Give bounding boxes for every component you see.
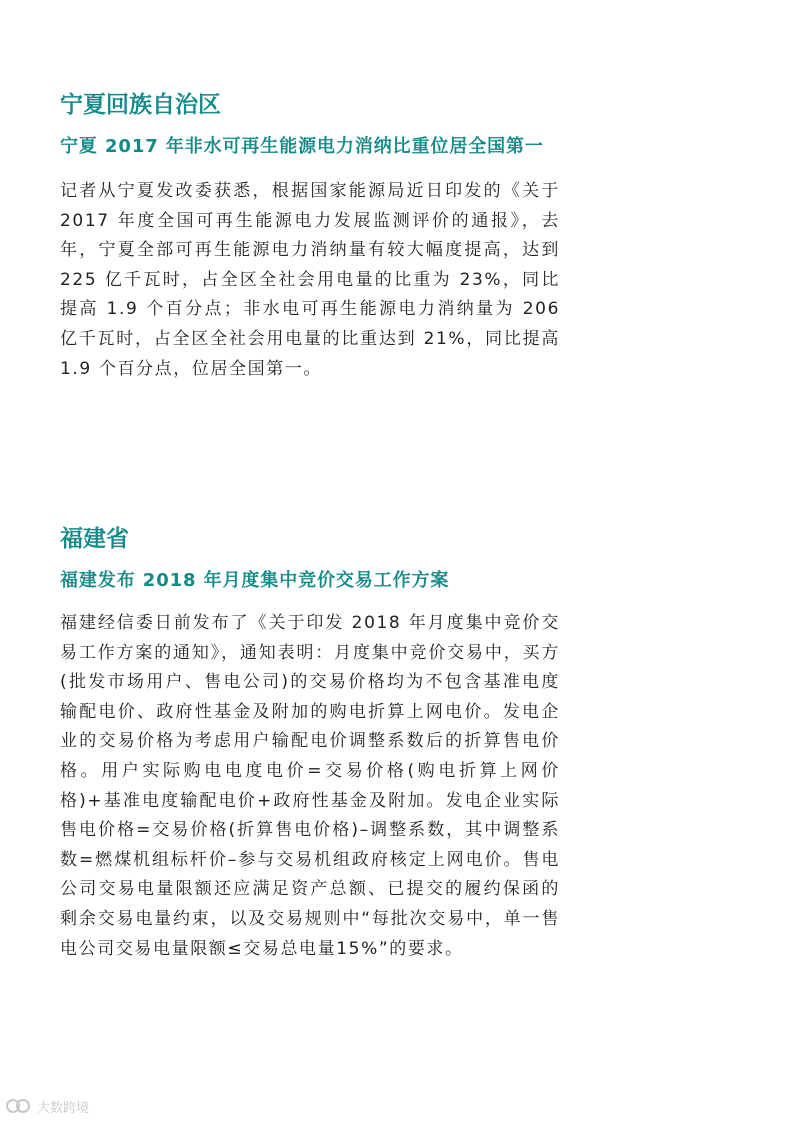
logo-icon	[6, 1097, 34, 1115]
watermark	[6, 1095, 89, 1117]
watermark-text: 大数跨境	[37, 1100, 90, 1116]
article-title: 宁夏 2017 年非水可再生能源电力消纳比重位居全国第一	[60, 136, 544, 157]
section-fujian	[60, 524, 560, 964]
article-body: 记者从宁夏发改委获悉，根据国家能源局近日印发的《关于 2017 年度全国可再生能源电力发展监测评价的通报》，去年，宁夏全部可再生能源电力消纳量有较大幅度提高，达到 225 亿千瓦时，占全区全社会用电量的比重为 23%，同比提高 1.9 个百分点；非水电可再生能源电力消纳量为 206 亿千瓦时，占全区全社会用电量的比重达到 21%，同比提高 1.9 个百分点，位居全国第一。	[60, 181, 560, 379]
section-ningxia	[60, 90, 560, 384]
region-title: 宁夏回族自治区	[60, 92, 221, 118]
article-body: 福建经信委日前发布了《关于印发 2018 年月度集中竞价交易工作方案的通知》，通知表明：月度集中竞价交易中，买方(批发市场用户、售电公司)的交易价格均为不包含基准电度输配电价、政府性基金及附加的购电折算上网电价。发电企业的交易价格为考虑用户输配电价调整系数后的折算售电价格。用户实际购电电度电价=交易价格(购电折算上网价格)+基准电度输配电价+政府性基金及附加。发电企业实际售电价格=交易价格(折算售电价格)–调整系数，其中调整系数=燃煤机组标杆价–参与交易机组政府核定上网电价。售电公司交易电量限额还应满足资产总额、已提交的履约保函的剩余交易电量约束，以及交易规则中“每批次交易中，单一售电公司交易电量限额≤交易总电量15%”的要求。	[60, 613, 560, 959]
region-title: 福建省	[60, 526, 129, 552]
article-title: 福建发布 2018 年月度集中竞价交易工作方案	[60, 570, 450, 591]
